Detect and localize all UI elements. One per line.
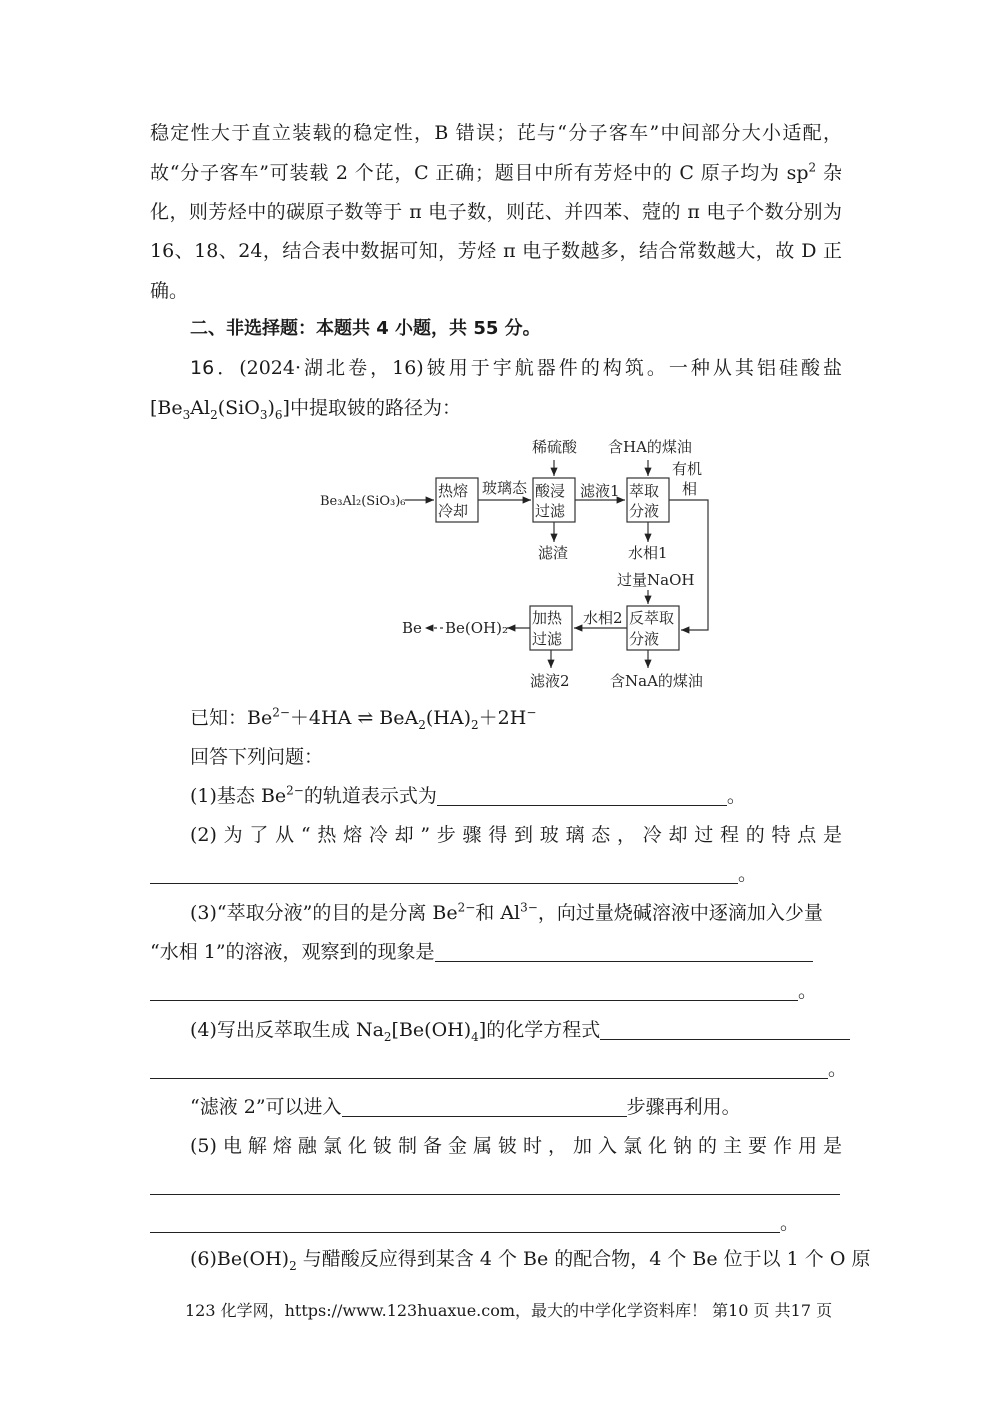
answer-blank-3a[interactable]: [435, 941, 813, 962]
label-naa-kerosene: 含NaA的煤油: [610, 672, 703, 690]
solution-text: 故“分子客车”可装载 2 个芘，C 正确；题目中所有芳烃中的 C 原子均为 sp: [150, 162, 809, 184]
solution-line-2: [150, 160, 842, 186]
label-filtrate2: 滤液2: [530, 672, 570, 690]
answer-blank-3b[interactable]: [150, 980, 798, 1001]
box5-line2: 过滤: [532, 630, 563, 648]
known-label: 已知：Be: [190, 707, 273, 729]
reagent-dilute-sulfuric: 稀硫酸: [532, 438, 578, 456]
section-heading: 二、非选择题：本题共 4 小题，共 55 分。: [190, 318, 541, 339]
formula-line-text: 中提取铍的路径为：: [289, 397, 461, 419]
label-beoh2: Be(OH)₂: [445, 619, 508, 637]
box4-line1: 反萃取: [629, 609, 675, 627]
box1-line1: 热熔: [438, 482, 469, 500]
part-4-text-b: 的化学方程式: [486, 1019, 601, 1041]
part-2: (2)为了从“热熔冷却”步骤得到玻璃态，冷却过程的特点是: [190, 824, 842, 846]
known-equation: 已知：$Be^{2-}+4HA$ ⇌ $BeA_2(HA)_2+2H^-$: [190, 705, 537, 732]
solution-line-4: 16、18、24，结合表中数据可知，芳烃 π 电子数越多，结合常数越大，故 D 正: [150, 240, 842, 262]
answer-blank-1[interactable]: [437, 785, 727, 806]
label-be: Be: [402, 619, 422, 637]
solution-line-3: 化，则芳烃中的碳原子数等于 π 电子数，则芘、并四苯、蒄的 π 电子个数分别为: [150, 201, 842, 223]
part-3-text-b: 和 Al: [475, 902, 521, 924]
part-3-text-a: (3)“萃取分液”的目的是分离 Be: [190, 902, 458, 924]
page-footer: 123 化学网，https://www.123huaxue.com，最大的中学化学资料库！ 第10 页 共17 页: [185, 1301, 833, 1320]
box1-line2: 冷却: [438, 502, 469, 520]
box4-line2: 分液: [629, 630, 660, 648]
question-intro-text: (2024·湖北卷，16)铍用于宇航器件的构筑。一种从其铝硅酸盐: [239, 357, 842, 379]
part-4-blank-line: 。: [150, 1056, 847, 1082]
part-4-filtrate: [190, 1094, 741, 1120]
part-1: (1)基态 $Be^{2-}$的轨道表示式为 。: [190, 783, 746, 807]
box2-line2: 过滤: [535, 502, 566, 520]
known-equation-text: ＋4HA ⇌ BeA: [289, 707, 419, 729]
answer-blank-5b[interactable]: [150, 1212, 780, 1233]
part-1-text: (1)基态 Be: [190, 785, 287, 807]
part-5-blank-line-2: 。: [150, 1210, 799, 1236]
answer-blank-4a[interactable]: [600, 1019, 850, 1040]
label-organic-phase-1: 有机: [672, 460, 703, 478]
part-3-text-d: “水相 1”的溶液，观察到的现象是: [150, 941, 435, 963]
answer-blank-4c[interactable]: [342, 1096, 627, 1117]
reagent-ha-kerosene: 含HA的煤油: [608, 438, 692, 456]
feed-label: Be₃Al₂(SiO₃)₆: [320, 494, 406, 509]
arrow-label-aqueous2: 水相2: [583, 609, 623, 627]
part-3-text-c: ，向过量烧碱溶液中逐滴加入少量: [537, 902, 823, 924]
solution-line-5: 确。: [150, 280, 189, 302]
part-4-text-d: 步骤再利用。: [626, 1096, 741, 1118]
arrow-label-glass: 玻璃态: [482, 479, 528, 497]
part-6-text-b: 与醋酸反应得到某含 4 个 Be 的配合物，4 个 Be 位于以 1 个 O 原: [296, 1248, 871, 1270]
part-6-text: (6)Be(OH): [190, 1248, 290, 1270]
label-organic-phase-2: 相: [682, 480, 698, 498]
label-aqueous1: 水相1: [628, 544, 668, 562]
box3-line2: 分液: [629, 502, 660, 520]
superscript: 2: [808, 160, 817, 175]
box5-line1: 加热: [532, 609, 563, 627]
answer-blank-5a[interactable]: [150, 1174, 840, 1195]
answer-prompt: 回答下列问题：: [190, 746, 324, 768]
box2-line1: 酸浸: [535, 482, 566, 500]
part-5-blank-line-1: [150, 1172, 840, 1198]
question-number: 16．: [190, 357, 240, 379]
part-4: (4)写出反萃取生成 $Na_2[Be(OH)_4]$的化学方程式: [190, 1017, 850, 1043]
part-6: $(6)Be(OH)_2$ 与醋酸反应得到某含 4 个 Be 的配合物，4 个 Be 位于以 1 个 O 原: [190, 1248, 871, 1273]
part-3-blank-line: 。: [150, 978, 817, 1004]
answer-blank-2[interactable]: [150, 863, 738, 884]
part-4-text-c: “滤液 2”可以进入: [190, 1096, 342, 1118]
box3-line1: 萃取: [629, 482, 660, 500]
part-2-blank-line: 。: [150, 861, 757, 887]
part-4-text: (4)写出反萃取生成 Na: [190, 1019, 384, 1041]
part-1-text-b: 的轨道表示式为: [303, 785, 437, 807]
arrow-label-filtrate1: 滤液1: [580, 482, 620, 500]
question-16-intro: [190, 355, 842, 381]
part-3: (3)“萃取分液”的目的是分离 $Be^{2-}$和 $Al^{3-}$，向过量烧碱溶液中逐滴加入少量: [190, 900, 823, 924]
solution-line-1: 稳定性大于直立装载的稳定性，B 错误；芘与“分子客车”中间部分大小适配，: [150, 122, 842, 144]
reagent-naoh: 过量NaOH: [617, 571, 695, 589]
question-16-formula-line: [150, 395, 461, 421]
label-residue: 滤渣: [538, 544, 569, 562]
answer-blank-4b[interactable]: [150, 1058, 828, 1079]
flowchart: [310, 430, 730, 695]
part-3-line-2: [150, 939, 813, 965]
part-5: (5)电解熔融氯化铍制备金属铍时，加入氯化钠的主要作用是: [190, 1135, 842, 1157]
solution-text: 杂: [816, 162, 842, 184]
mineral-formula: $[Be_3Al_2(SiO_3)_6]$: [150, 397, 290, 422]
